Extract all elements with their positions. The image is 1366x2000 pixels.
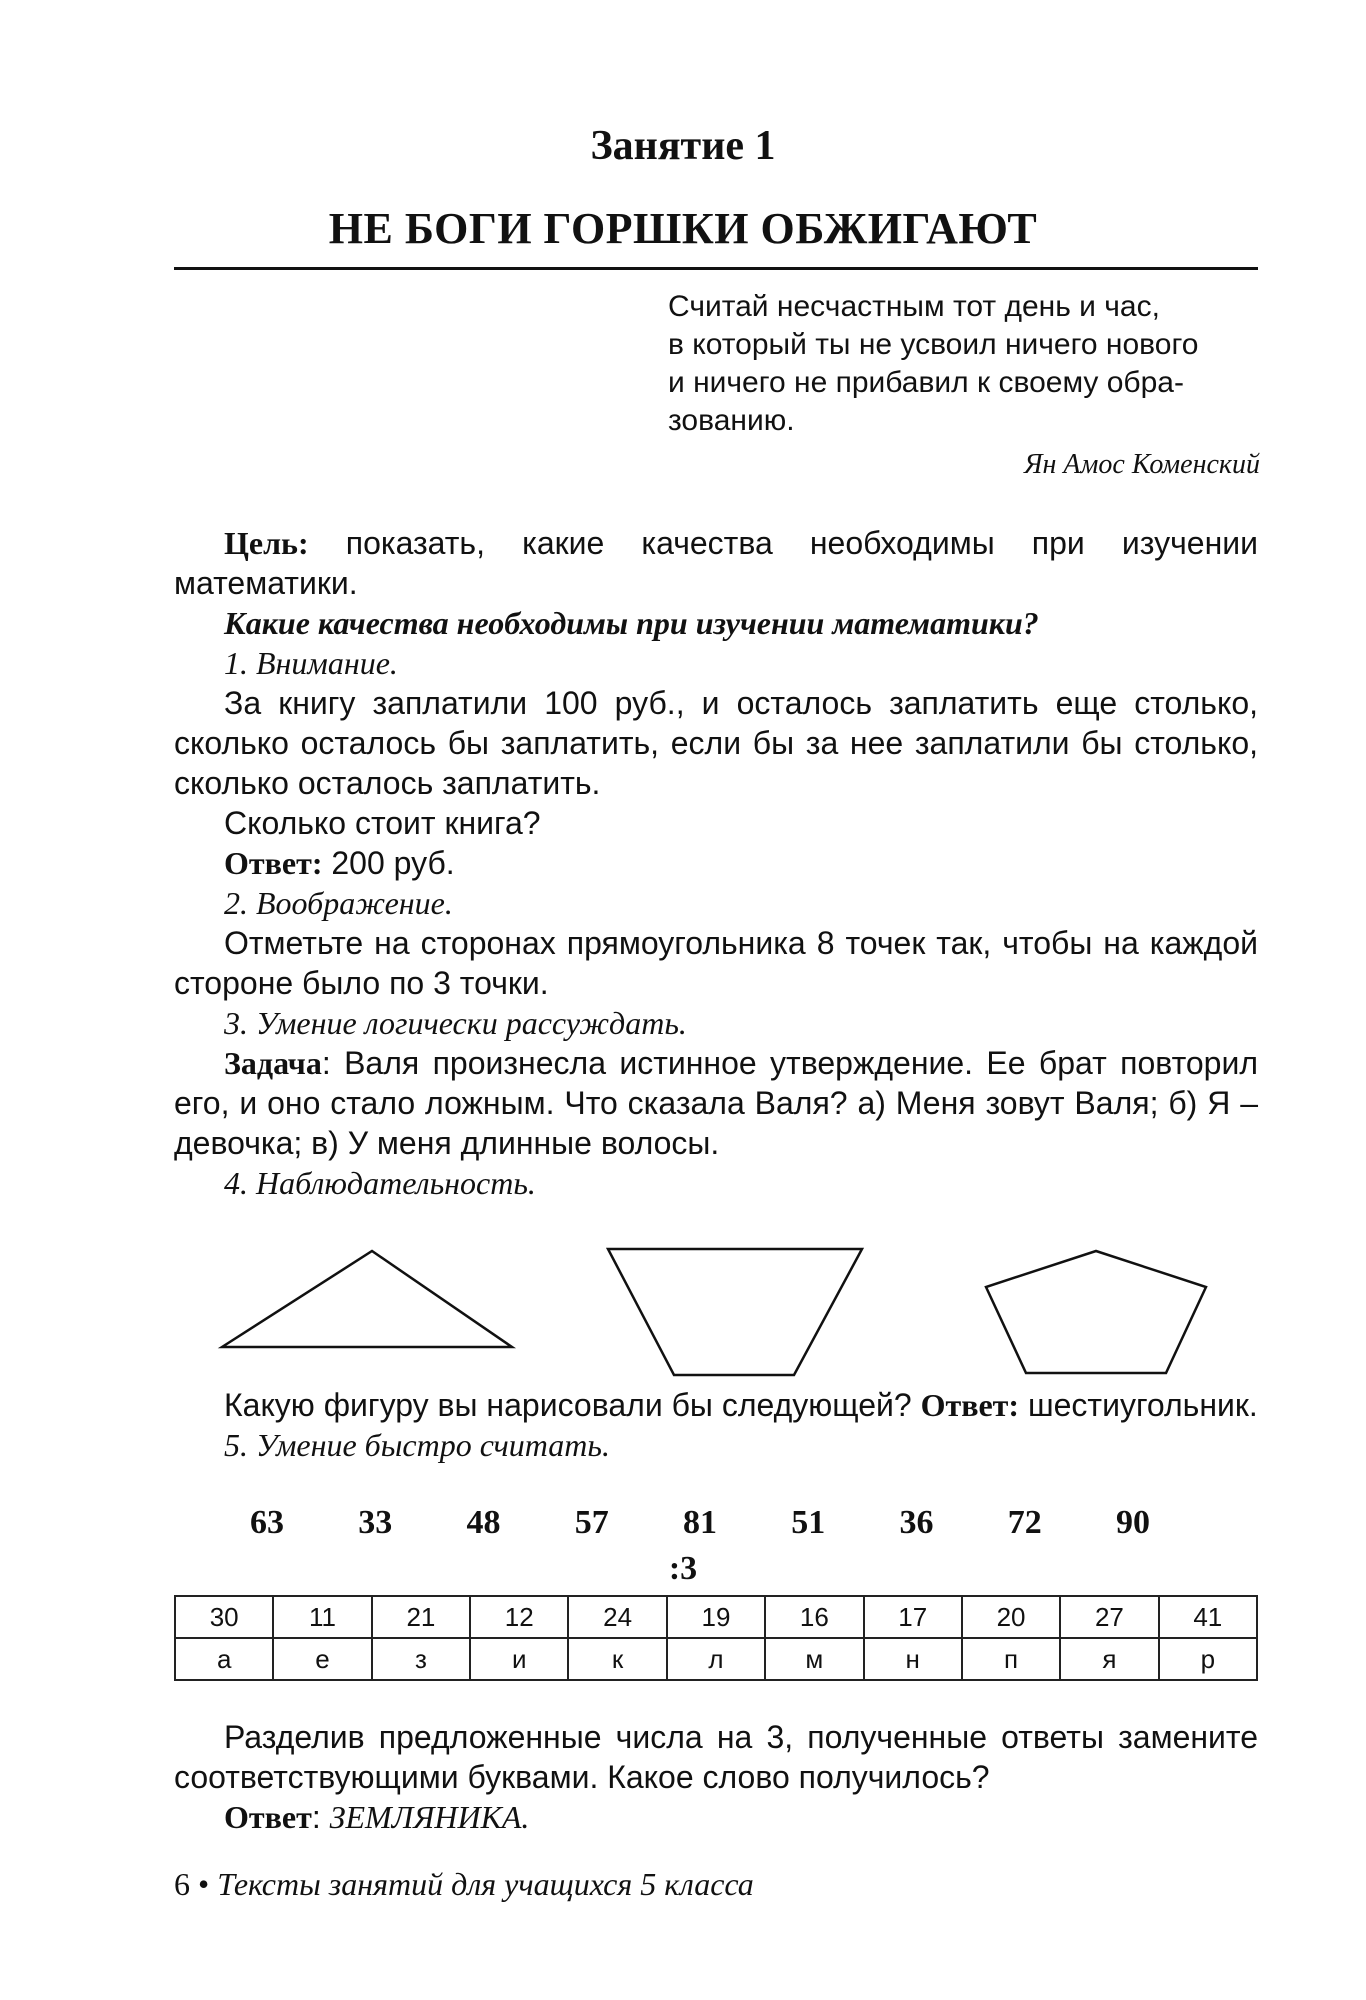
triangle-shape — [222, 1251, 512, 1347]
section-1-question: Сколько стоит книга? — [224, 805, 541, 841]
table-cell: 27 — [1060, 1596, 1158, 1638]
number-item: 90 — [1116, 1504, 1150, 1541]
goal-label: Цель: — [224, 525, 309, 561]
table-cell: 19 — [667, 1596, 765, 1638]
answer-separator: : — [311, 1799, 330, 1835]
number-item: 36 — [899, 1504, 934, 1541]
table-cell: 16 — [765, 1596, 863, 1638]
section-1-task: За книгу заплатили 100 руб., и осталось заплатить еще столько, сколько осталось бы заплатить, если бы за нее заплатили бы столько, сколько осталось заплатить. — [174, 685, 1258, 801]
answer-label: Ответ: — [224, 845, 323, 881]
table-cell: я — [1060, 1638, 1158, 1680]
table-cell: е — [273, 1638, 371, 1680]
number-item: 33 — [358, 1504, 393, 1541]
epigraph-line: зованию. — [668, 404, 795, 437]
number-item: 81 — [683, 1504, 717, 1541]
epigraph-author: Ян Амос Коменский — [1024, 449, 1260, 480]
table-cell: 12 — [470, 1596, 568, 1638]
section-5-answer — [174, 1797, 1258, 1837]
answer-text: ЗЕМЛЯНИКА. — [329, 1799, 530, 1835]
table-cell: 21 — [372, 1596, 470, 1638]
epigraph-line: Считай несчастным тот день и час, — [668, 290, 1160, 323]
lesson-title: НЕ БОГИ ГОРШКИ ОБЖИГАЮТ — [328, 204, 1038, 253]
number-item: 51 — [791, 1504, 826, 1541]
number-item: 72 — [1007, 1504, 1042, 1541]
section-5-body — [174, 1717, 1258, 1837]
number-item: 48 — [466, 1504, 501, 1541]
section-1-title: 1. Внимание. — [224, 645, 398, 681]
table-cell: к — [568, 1638, 666, 1680]
answer-text: 200 руб. — [322, 845, 455, 881]
table-cell: п — [962, 1638, 1060, 1680]
table-cell: з — [372, 1638, 470, 1680]
trapezoid-shape — [608, 1249, 862, 1375]
epigraph-line: в который ты не усвоил ничего нового — [668, 328, 1199, 361]
goal-text: показать, какие качества необходимы при изучении математики. — [174, 525, 1258, 601]
pentagon-shape — [986, 1251, 1206, 1373]
table-cell: 24 — [568, 1596, 666, 1638]
task-label: Задача — [224, 1045, 322, 1081]
table-cell: и — [470, 1638, 568, 1680]
page-footer — [174, 1866, 754, 1903]
answer-text: шестиугольник. — [1019, 1387, 1258, 1423]
table-cell: н — [864, 1638, 962, 1680]
running-title: Тексты занятий для учащихся 5 класса — [217, 1866, 754, 1902]
section-2-title: 2. Воображение. — [224, 885, 453, 921]
lesson-body — [174, 523, 1258, 1203]
answer-label: Ответ: — [920, 1387, 1020, 1423]
number-item: 63 — [250, 1504, 284, 1541]
question-heading — [174, 603, 1258, 643]
lesson-number: Занятие 1 — [590, 123, 776, 169]
section-4-title: 4. Наблюдательность. — [224, 1165, 536, 1201]
table-cell: а — [175, 1638, 273, 1680]
section-5-task: Разделив предложенные числа на 3, полученные ответы замените соответствующими буквами. Какое слово получилось? — [174, 1719, 1258, 1795]
question-text: Какие качества необходимы при изучении математики? — [224, 605, 1039, 641]
number-item: 57 — [574, 1504, 609, 1541]
table-cell: 41 — [1159, 1596, 1257, 1638]
table-cell: м — [765, 1638, 863, 1680]
section-3-task — [174, 1043, 1258, 1163]
table-cell: 11 — [273, 1596, 371, 1638]
table-row-values — [175, 1596, 1257, 1638]
title-rule — [174, 267, 1258, 270]
section-3-title: 3. Умение логически рассуждать. — [224, 1005, 687, 1041]
table-cell: 20 — [962, 1596, 1060, 1638]
table-cell: р — [1159, 1638, 1257, 1680]
section-2-task: Отметьте на сторонах прямоугольника 8 точек так, чтобы на каждой стороне было по 3 точки. — [174, 925, 1258, 1001]
goal-paragraph — [174, 523, 1258, 603]
table-cell: 30 — [175, 1596, 273, 1638]
answer-label: Ответ — [224, 1799, 312, 1835]
epigraph — [668, 288, 1260, 484]
table-row-letters — [175, 1638, 1257, 1680]
section-1-answer — [174, 843, 1258, 883]
table-cell: л — [667, 1638, 765, 1680]
divisor: :3 — [668, 1550, 698, 1587]
epigraph-line: и ничего не прибавил к своему обра- — [668, 366, 1184, 399]
cipher-table — [174, 1595, 1258, 1681]
section-4-question: Какую фигуру вы нарисовали бы следующей? Ответ: шестиугольник. — [224, 1387, 1258, 1423]
number-row — [250, 1504, 1150, 1542]
page-number: 6 — [174, 1866, 190, 1902]
section-5-title: 5. Умение быстро считать. — [224, 1427, 610, 1463]
footer-bullet: • — [190, 1866, 218, 1902]
section-4-body — [174, 1385, 1258, 1465]
table-cell: 17 — [864, 1596, 962, 1638]
shapes-figure — [174, 1243, 1258, 1385]
task-text: : Валя произнесла истинное утверждение. Ее брат повторил его, и оно стало ложным. Что сказала Валя? а) Меня зовут Валя; б) Я – девочка; в) У меня длинные волосы. — [174, 1045, 1258, 1161]
